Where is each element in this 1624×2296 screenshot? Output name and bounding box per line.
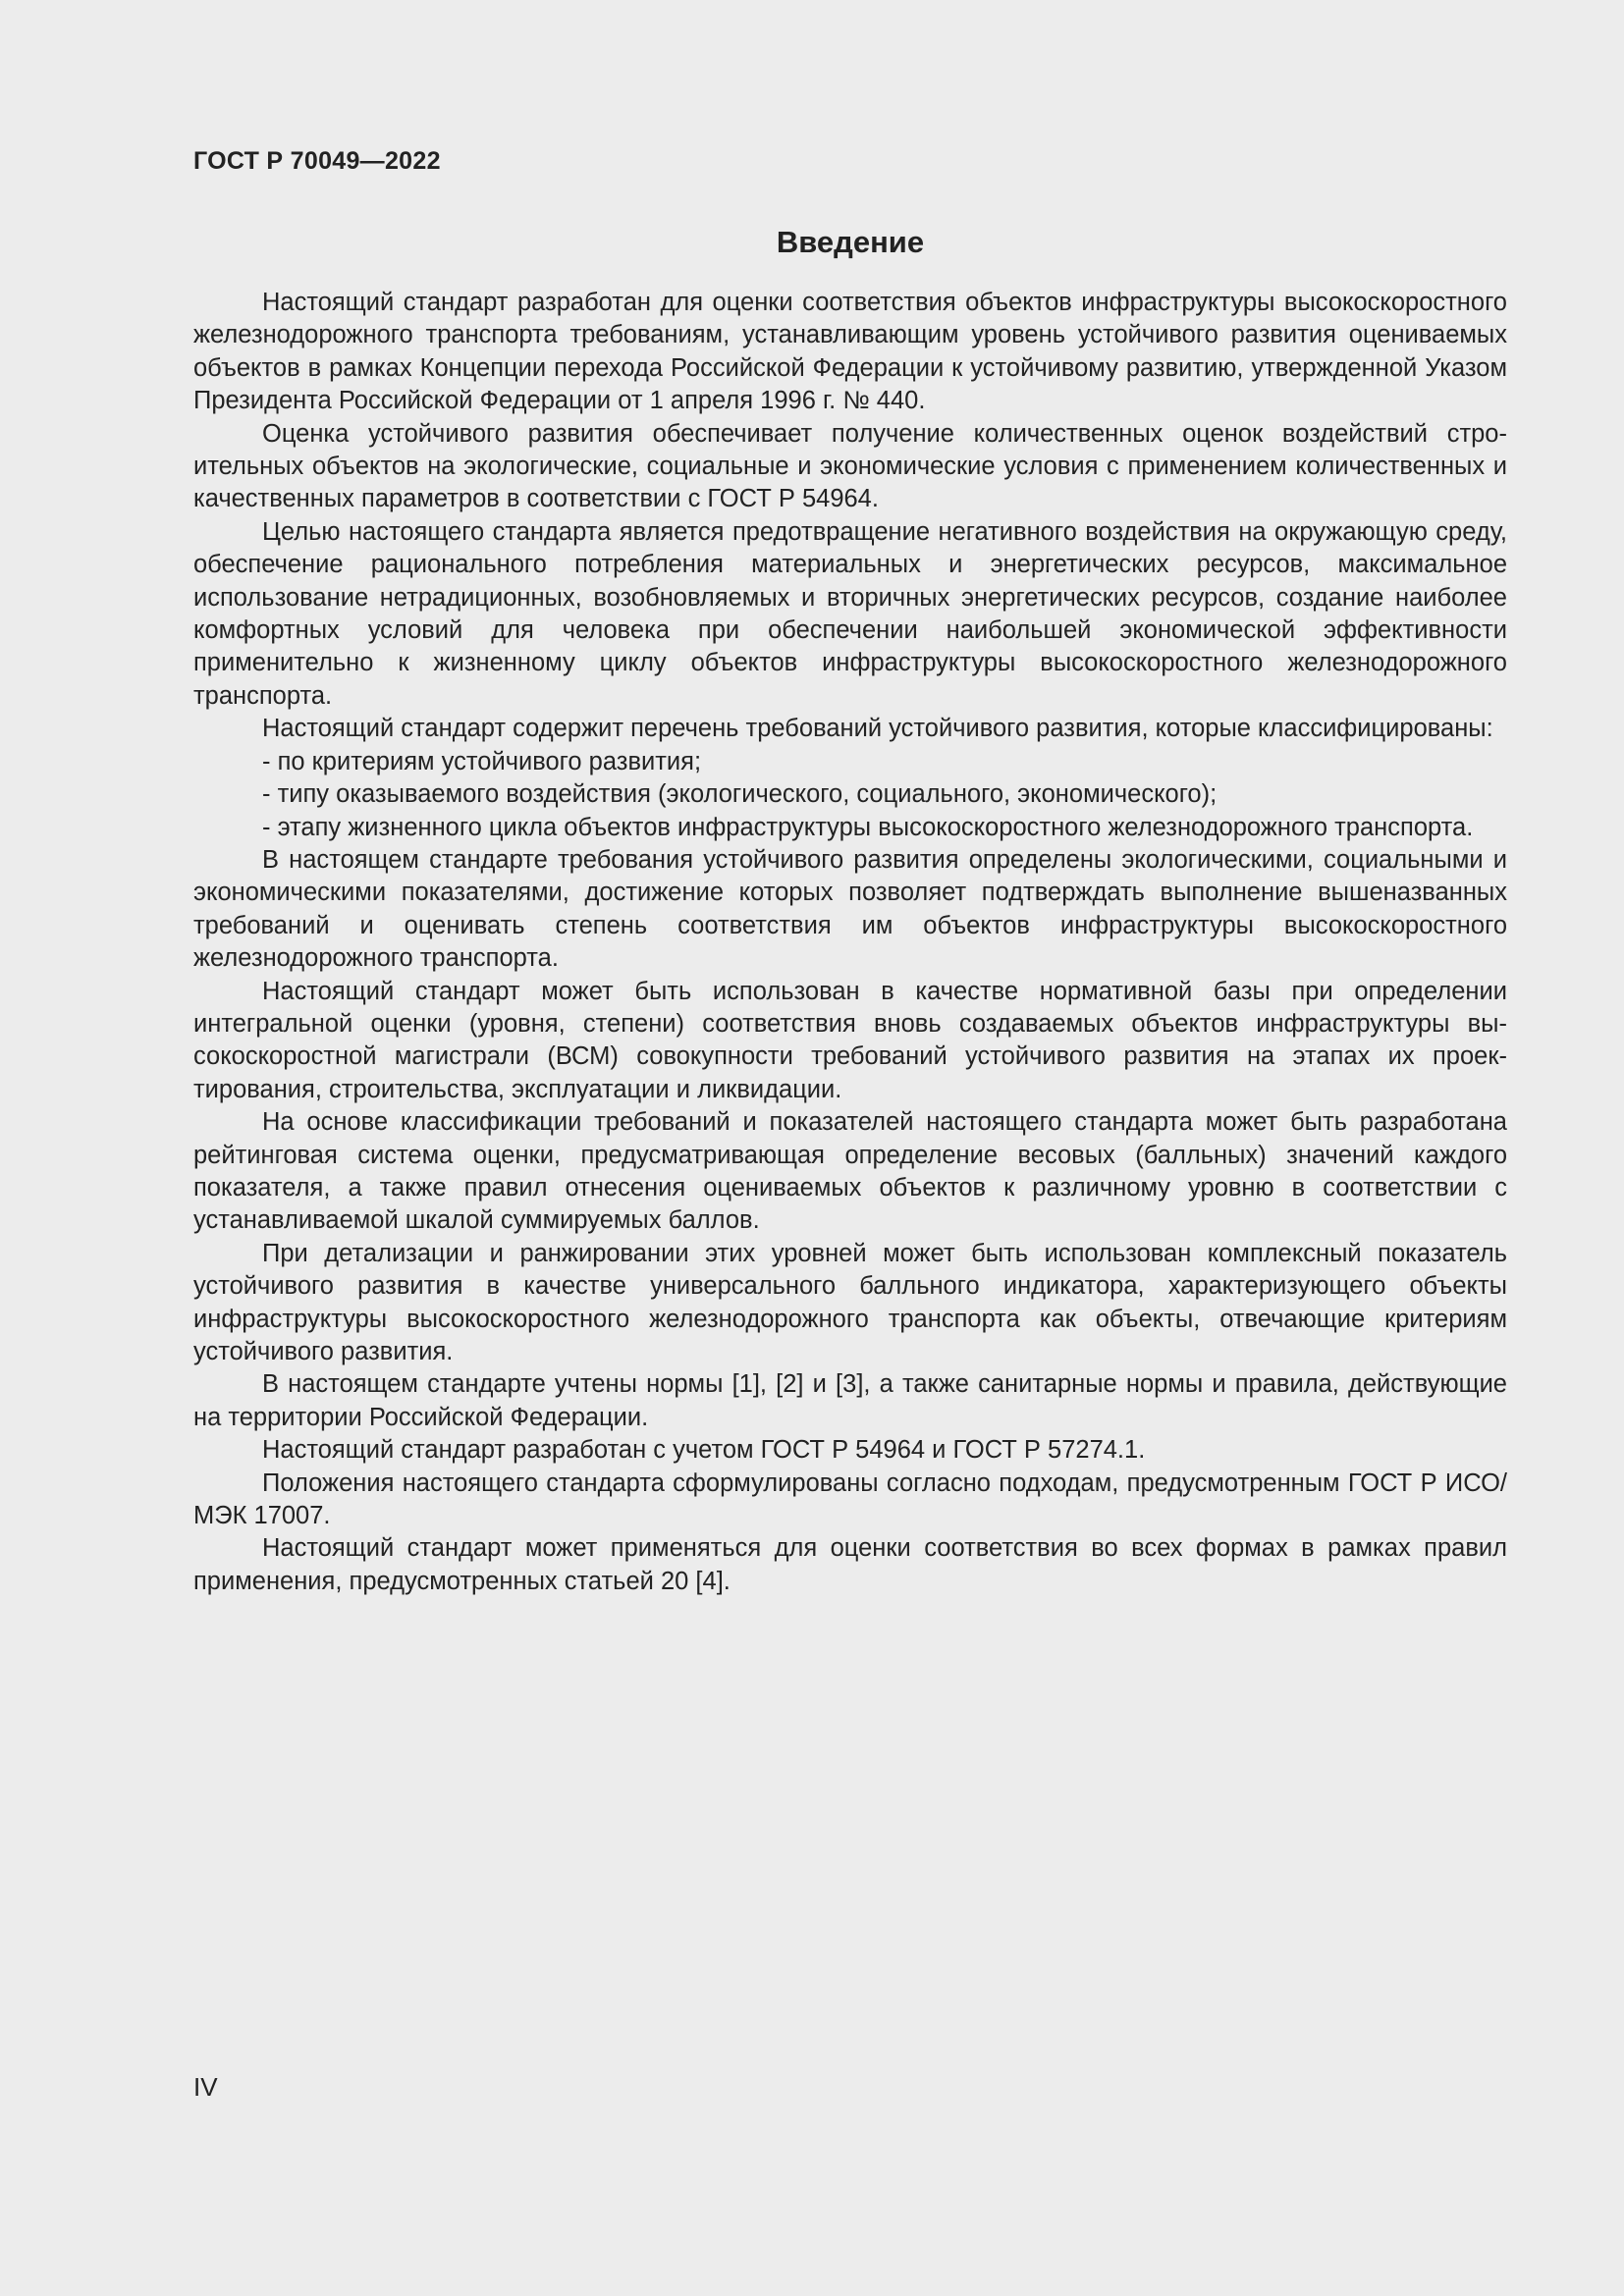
paragraph: Настоящий стандарт может быть использован в качестве нормативной базы при определении интегральной оценки (уровня, степени) соответствия вновь создаваемых объектов инфраструктуры высокоскоростной магистрали (ВСМ) совокупности требований устойчивого развития на этапах их проектирования, строительства, эксплуатации и ликвидации. (193, 977, 1507, 1103)
paragraph: На основе классификации требований и показателей настоящего стандарта может быть разработана рейтинговая система оценки, предусматривающая определение весовых (балльных) значений каждого показателя, а также правил отнесения оцениваемых объектов к различному уровню в соответствии с устанавливаемой шкалой суммируемых баллов. (193, 1108, 1507, 1235)
paragraph: В настоящем стандарте требования устойчивого развития определены экологическими, социальными и экономическими показателями, достижение которых позволяет подтверждать выполнение вышеназванных требований и оценивать степень соответствия им объектов инфраструктуры высокоскоростного железнодорожного транспорта. (193, 845, 1507, 973)
paragraph: При детализации и ранжировании этих уровней может быть использован комплексный показатель устойчивого развития в качестве универсального балльного индикатора, характеризующего объекты инфраструктуры высокоскоростного железнодорожного транспорта как объекты, отвечающие критериям устойчивого развития. (193, 1239, 1507, 1365)
paragraph: Настоящий стандарт может применяться для оценки соответствия во всех формах в рамках правил применения, предусмотренных статьей 20 [4]. (193, 1534, 1507, 1595)
paragraph: Оценка устойчивого развития обеспечивает получение количественных оценок воздействий строительных объектов на экологические, социальные и экономические условия с применением количественных и качественных параметров в соответствии с ГОСТ Р 54964. (193, 419, 1507, 513)
list-item: - по критериям устойчивого развития; (262, 747, 702, 775)
paragraph: Настоящий стандарт разработан для оценки соответствия объектов инфраструктуры высокоскоростного железнодорожного транспорта требованиям, устанавливающим уровень устойчивого развития оцениваемых объектов в рамках Концепции перехода Российской Федерации к устойчивому развитию, утвержденной Указом Президента Российской Федерации от 1 апреля 1996 г. № 440. (193, 289, 1507, 415)
list-item: - типу оказываемого воздействия (экологического, социального, экономического); (262, 780, 1218, 809)
paragraph: В настоящем стандарте учтены нормы [1], [2] и [3], а также санитарные нормы и правила, действующие на территории Российской Федерации. (193, 1370, 1507, 1431)
paragraph: Положения настоящего стандарта сформулированы согласно подходам, предусмотренным ГОСТ Р ИСО/МЭК 17007. (193, 1468, 1507, 1530)
paragraph: Целью настоящего стандарта является предотвращение негативного воздействия на окружающую среду, обеспечение рационального потребления материальных и энергетических ресурсов, максимальное использование нетрадиционных, возобновляемых и вторичных энергетических ресурсов, создание наиболее комфортных условий для человека при обеспечении наибольшей экономической эффективности применительно к жизненному циклу объектов инфраструктуры высокоскоростного железнодорожного транспорта. (193, 517, 1507, 710)
section-title: Введение (776, 225, 925, 259)
document-body (193, 287, 1507, 1598)
paragraph: Настоящий стандарт разработан с учетом ГОСТ Р 54964 и ГОСТ Р 57274.1. (262, 1436, 1146, 1465)
paragraph: Настоящий стандарт содержит перечень требований устойчивого развития, которые классифицированы: (262, 715, 1493, 743)
document-code: ГОСТ Р 70049—2022 (193, 147, 441, 175)
list-item: - этапу жизненного цикла объектов инфраструктуры высокоскоростного железнодорожного транспорта. (262, 813, 1474, 841)
page-number: IV (193, 2072, 218, 2102)
